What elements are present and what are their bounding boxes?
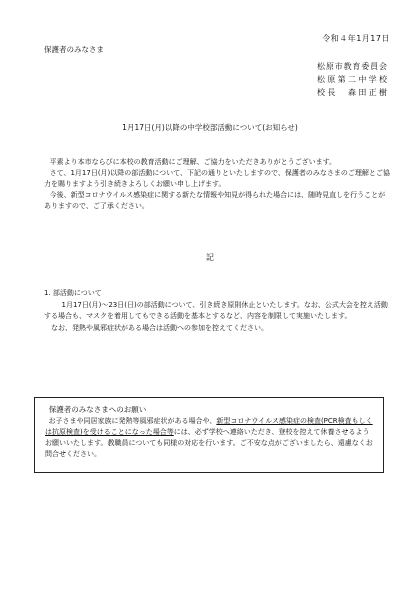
intro-paragraph: 平素より本市ならびに本校の教育活動にご理解、ご協力をいただきありがとうございます。 bbox=[49, 158, 337, 166]
letter-title: 1月17日(月)以降の中学校部活動について(お知らせ) bbox=[122, 123, 298, 132]
notice-body-end: には、必ず学校へ連絡いただき、登校を控えて休養させるようお願いいたします。教職員についても同様の対応を行います。ご不安な点がございましたら、遠慮なくお問合せください。 bbox=[45, 428, 373, 458]
section-heading: 1. 部活動について bbox=[44, 289, 102, 297]
parent-notice-box bbox=[34, 397, 384, 473]
letter-date: 令和４年1月17日 bbox=[322, 34, 390, 43]
notice-title: 保護者のみなさまへのお願い bbox=[48, 405, 147, 414]
intro-paragraph: 今後、新型コロナウイルス感染症に関する新たな情報や知見が得られた場合には、随時見直しを行うことがありますので、ご了承ください。 bbox=[44, 191, 386, 210]
notice-body-underlined: 新型コロナウイルス感染症の検査(PCR検査もしくは抗原検査)を受けることになった場合等 bbox=[45, 417, 373, 436]
sender-line: 松原市教育委員会 bbox=[317, 62, 387, 71]
intro-paragraph: さて、1月17日(月)以降の部活動について、下記の通りといたしますので、保護者のみなさまのご理解とご協力を賜りますよう引き続きよろしくお願い申し上げます。 bbox=[44, 169, 390, 188]
sender-block bbox=[317, 60, 387, 99]
notice-body-start: お子さまや同居家族に発熱等風邪症状がある場合や、 bbox=[48, 417, 217, 425]
club-activity-section bbox=[44, 288, 394, 334]
section-paragraph: 1月17日(月)～23日(日)の部活動について、引き続き原則休止といたします。なお、公式大会を控え活動する場合も、マスクを着用してもできる活動を基本とするなど、内容を制限して実施いたします。 bbox=[44, 300, 388, 320]
sender-line: 校長 森田正樹 bbox=[317, 88, 387, 97]
sender-line: 松原第二中学校 bbox=[317, 75, 387, 84]
ki-heading: 記 bbox=[206, 253, 214, 262]
intro-text bbox=[44, 157, 392, 212]
section-paragraph: なお、発熱や風邪症状がある場合は活動への参加を控えてください。 bbox=[51, 323, 268, 332]
addressee: 保護者のみなさま bbox=[44, 45, 104, 54]
notice-body bbox=[45, 416, 373, 460]
